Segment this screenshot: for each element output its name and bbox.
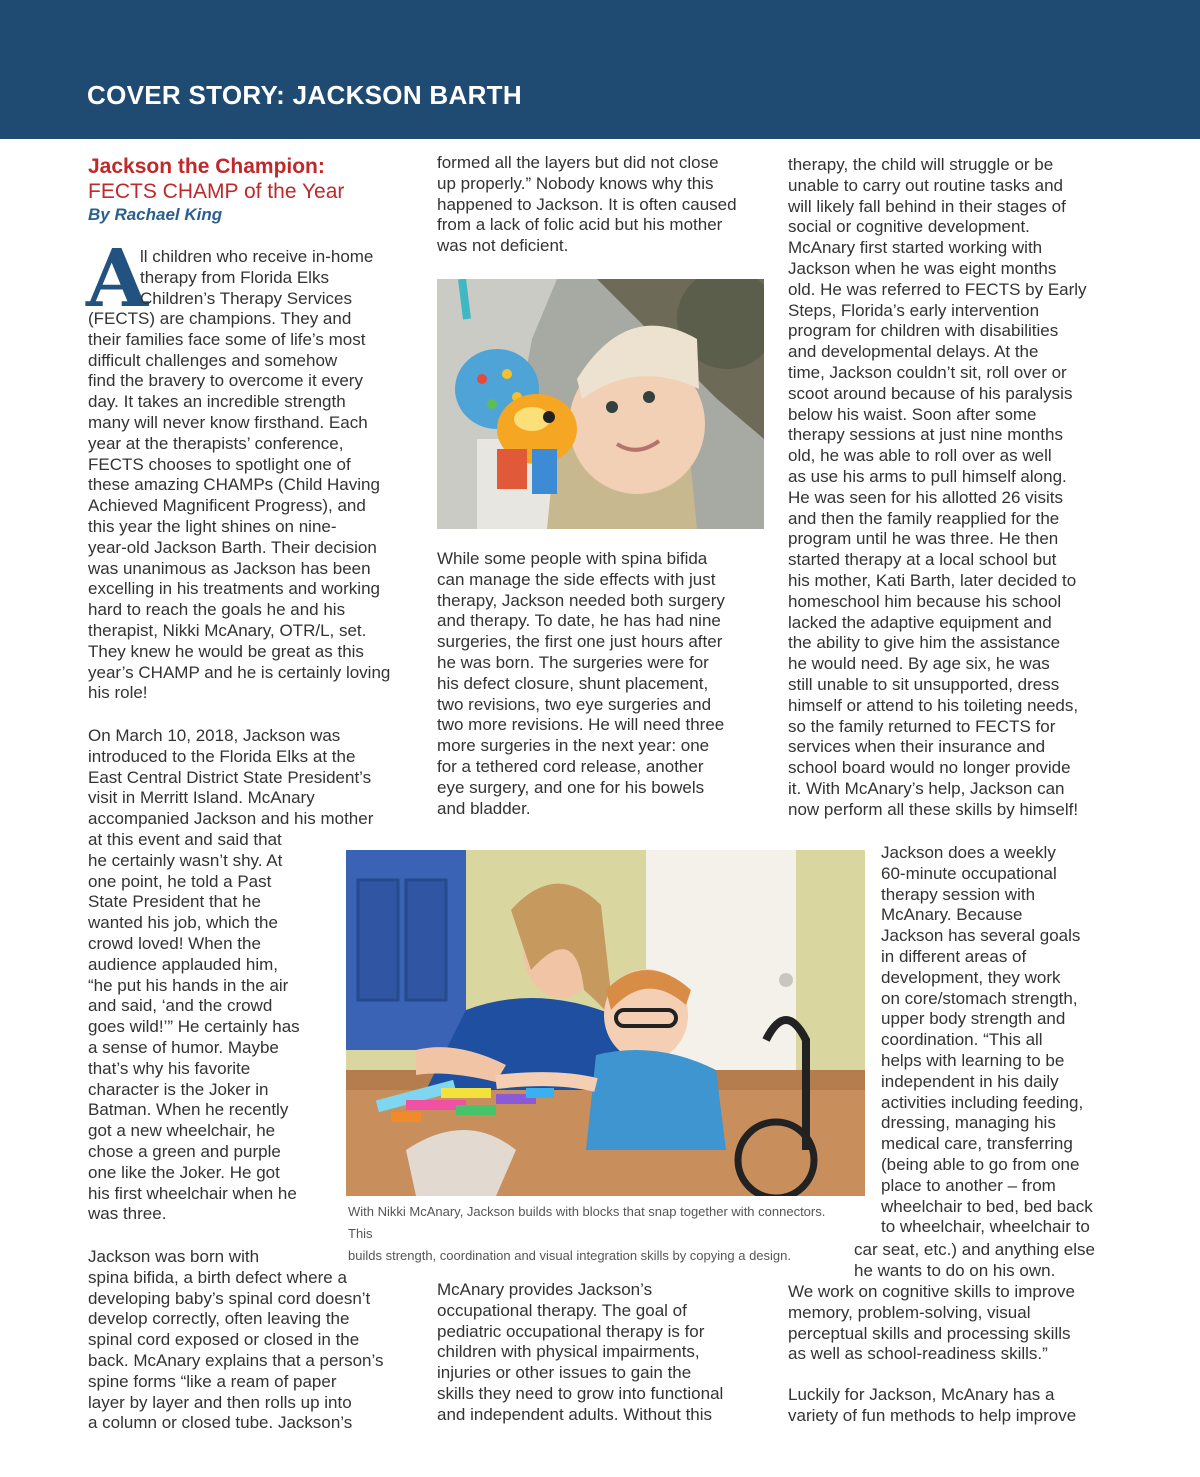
text-line: from a lack of folic acid but his mother (437, 215, 723, 235)
text-line: to wheelchair, wheelchair to (881, 1217, 1090, 1237)
text-line: develop correctly, often leaving the (88, 1309, 350, 1329)
text-line: layer by layer and then rolls up into (88, 1392, 352, 1412)
text-line: Luckily for Jackson, McAnary has a (788, 1385, 1055, 1404)
text-line: for a tethered cord release, another (437, 756, 704, 776)
col3-paragraph-1 (788, 155, 1087, 821)
text-line: therapy, the child will struggle or be (788, 155, 1054, 174)
photo-baby (437, 279, 764, 529)
text-line: spina bifida, a birth defect where a (88, 1267, 347, 1287)
text-line: his defect closure, shunt placement, (437, 673, 709, 693)
drop-cap: A (86, 231, 149, 325)
text-line: therapy session with (881, 884, 1036, 904)
col2-paragraph-1 (437, 153, 737, 257)
text-line: got a new wheelchair, he (88, 1121, 276, 1141)
text-line: pediatric occupational therapy is for (437, 1321, 705, 1341)
text-line: he certainly wasn’t shy. At (88, 850, 283, 870)
text-line: year at the therapists’ conference, (88, 433, 344, 453)
text-line: therapy, Jackson needed both surgery (437, 590, 725, 610)
text-line: his first wheelchair when he (88, 1183, 297, 1203)
photo-caption (348, 1201, 848, 1267)
text-line: excelling in his treatments and working (88, 579, 380, 599)
text-line: was unanimous as Jackson has been (88, 558, 371, 578)
text-line: happened to Jackson. It is often caused (437, 194, 737, 214)
text-line: developing baby’s spinal cord doesn’t (88, 1288, 371, 1308)
text-line: Jackson when he was eight months (788, 258, 1057, 278)
article-subheadline: FECTS CHAMP of the Year (88, 180, 345, 203)
text-line: injuries or other issues to gain the (437, 1363, 692, 1383)
photo-caption-line-2: builds strength, coordination and visual integration skills by copying a design. (348, 1248, 791, 1263)
text-line: State President that he (88, 892, 261, 912)
text-line: scoot around because of his paralysis (788, 383, 1073, 403)
text-line: and said, ‘and the crowd (88, 996, 273, 1016)
text-line: this year the light shines on nine- (88, 516, 337, 536)
text-line: Jackson was born with (88, 1247, 260, 1266)
text-line: FECTS chooses to spotlight one of (88, 454, 351, 474)
text-line: While some people with spina bifida (437, 549, 708, 568)
text-line: two revisions, two eye surgeries and (437, 694, 712, 714)
text-line: car seat, etc.) and anything else (854, 1240, 1095, 1259)
text-line: We work on cognitive skills to improve (788, 1282, 1075, 1301)
text-line: formed all the layers but did not close (437, 153, 719, 172)
text-line: the ability to give him the assistance (788, 633, 1061, 653)
col3-paragraph-2c (854, 1261, 1055, 1282)
text-line: “he put his hands in the air (88, 975, 289, 995)
text-line: skills they need to grow into functional (437, 1383, 724, 1403)
col1-paragraph-1b (88, 309, 390, 704)
text-line: find the bravery to overcome it every (88, 371, 363, 391)
text-line: now perform all these skills by himself! (788, 799, 1079, 819)
text-line: wanted his job, which the (88, 913, 278, 933)
col1-paragraph-2b (88, 830, 300, 1225)
text-line: wheelchair to bed, bed back (881, 1196, 1093, 1216)
text-line: spinal cord exposed or closed in the (88, 1330, 360, 1350)
text-line: East Central District State President’s (88, 767, 372, 787)
text-line: Jackson has several goals (881, 926, 1081, 946)
text-line: difficult challenges and somehow (88, 350, 338, 370)
text-line: year-old Jackson Barth. Their decision (88, 537, 377, 557)
text-line: audience applauded him, (88, 954, 278, 974)
text-line: and bladder. (437, 798, 531, 818)
text-line: occupational therapy. The goal of (437, 1300, 687, 1320)
text-line: time, Jackson couldn’t sit, roll over or (788, 362, 1067, 382)
text-line: more surgeries in the next year: one (437, 736, 710, 756)
text-line: below his waist. Soon after some (788, 404, 1037, 424)
text-line: place to another – from (881, 1175, 1056, 1195)
text-line: many will never know firsthand. Each (88, 412, 368, 432)
article-headline: Jackson the Champion: (88, 155, 325, 178)
text-line: lacked the adaptive equipment and (788, 612, 1052, 632)
text-line: as well as school-readiness skills.” (788, 1344, 1048, 1364)
text-line: (being able to go from one (881, 1154, 1080, 1174)
text-line: so the family returned to FECTS for (788, 716, 1056, 736)
col3-paragraph-3 (788, 1385, 1076, 1427)
text-line: independent in his daily (881, 1071, 1059, 1091)
text-line: old, he was able to roll over as well (788, 446, 1052, 466)
text-line: therapy from Florida Elks (140, 267, 329, 287)
text-line: started therapy at a local school but (788, 550, 1057, 570)
text-line: therapist, Nikki McAnary, OTR/L, set. (88, 620, 367, 640)
text-line: will likely fall behind in their stages of (788, 196, 1066, 216)
text-line: was three. (88, 1204, 167, 1224)
text-line: a column or closed tube. Jackson’s (88, 1413, 353, 1433)
text-line: therapy sessions at just nine months (788, 425, 1063, 445)
text-line: Jackson does a weekly (881, 843, 1056, 862)
text-line: up properly.” Nobody knows why this (437, 173, 714, 193)
text-line: at this event and said that (88, 830, 282, 849)
text-line: school board would no longer provide (788, 758, 1071, 778)
text-line: program for children with disabilities (788, 321, 1059, 341)
baby-illustration (437, 279, 764, 529)
col3-paragraph-2a (881, 843, 1093, 1238)
text-line: one point, he told a Past (88, 871, 272, 891)
text-line: ll children who receive in-home (140, 247, 374, 266)
col3-paragraph-2b (854, 1240, 1095, 1261)
text-line: hard to reach the goals he and his (88, 600, 346, 620)
therapy-illustration (346, 850, 865, 1196)
text-line: Achieved Magnificent Progress), and (88, 496, 366, 516)
text-line: and independent adults. Without this (437, 1404, 713, 1424)
text-line: social or cognitive development. (788, 217, 1030, 237)
text-line: (FECTS) are champions. They and (88, 309, 352, 328)
text-line: goes wild!’” He certainly has (88, 1017, 300, 1037)
text-line: Children’s Therapy Services (140, 288, 352, 308)
text-line: They knew he would be great as this (88, 641, 364, 661)
text-line: services when their insurance and (788, 737, 1046, 757)
text-line: their families face some of life’s most (88, 329, 366, 349)
text-line: program until he was three. He then (788, 529, 1059, 549)
photo-caption-line-1: With Nikki McAnary, Jackson builds with blocks that snap together with connectors. This (348, 1204, 826, 1241)
text-line: McAnary. Because (881, 905, 1023, 925)
section-title: COVER STORY: JACKSON BARTH (87, 80, 522, 110)
col1-paragraph-3 (88, 1247, 383, 1434)
text-line: can manage the side effects with just (437, 569, 716, 589)
text-line: in different areas of (881, 946, 1027, 966)
text-line: accompanied Jackson and his mother (88, 809, 374, 829)
text-line: two more revisions. He will need three (437, 715, 725, 735)
text-line: one like the Joker. He got (88, 1162, 280, 1182)
text-line: On March 10, 2018, Jackson was (88, 726, 341, 745)
text-line: that’s why his favorite (88, 1058, 251, 1078)
text-line: memory, problem-solving, visual (788, 1302, 1031, 1322)
text-line: a sense of humor. Maybe (88, 1037, 279, 1057)
text-line: perceptual skills and processing skills (788, 1323, 1071, 1343)
text-line: variety of fun methods to help improve (788, 1405, 1077, 1425)
text-line: as use his arms to pull himself along. (788, 466, 1067, 486)
text-line: Steps, Florida’s early intervention (788, 300, 1040, 320)
text-line: McAnary first started working with (788, 238, 1043, 258)
text-line: introduced to the Florida Elks at the (88, 746, 356, 766)
text-line: Batman. When he recently (88, 1100, 289, 1120)
text-line: helps with learning to be (881, 1050, 1065, 1070)
text-line: old. He was referred to FECTS by Early (788, 279, 1087, 299)
header-band (0, 0, 1200, 139)
col1-paragraph-1a (140, 247, 373, 309)
text-line: activities including feeding, (881, 1092, 1084, 1112)
text-line: chose a green and purple (88, 1141, 281, 1161)
text-line: back. McAnary explains that a person’s (88, 1350, 384, 1370)
text-line: unable to carry out routine tasks and (788, 175, 1063, 195)
text-line: coordination. “This all (881, 1030, 1043, 1050)
text-line: he would need. By age six, he was (788, 654, 1050, 674)
text-line: and then the family reapplied for the (788, 508, 1060, 528)
col1-paragraph-2a (88, 726, 373, 830)
text-line: still unable to sit unsupported, dress (788, 674, 1060, 694)
text-line: homeschool him because his school (788, 591, 1062, 611)
text-line: and developmental delays. At the (788, 342, 1039, 362)
text-line: year’s CHAMP and he is certainly loving (88, 662, 391, 682)
photo-therapy-session (346, 850, 865, 1196)
text-line: dressing, managing his (881, 1113, 1056, 1133)
text-line: it. With McAnary’s help, Jackson can (788, 778, 1065, 798)
text-line: his role! (88, 683, 148, 703)
text-line: crowd loved! When the (88, 933, 261, 953)
text-line: surgeries, the first one just hours after (437, 632, 723, 652)
text-line: on core/stomach strength, (881, 988, 1078, 1008)
text-line: was not deficient. (437, 236, 569, 256)
article-byline: By Rachael King (88, 205, 223, 224)
text-line: children with physical impairments, (437, 1342, 700, 1362)
text-line: visit in Merritt Island. McAnary (88, 788, 315, 808)
text-line: these amazing CHAMPs (Child Having (88, 475, 380, 495)
text-line: McAnary provides Jackson’s (437, 1280, 653, 1299)
text-line: himself or attend to his toileting needs, (788, 695, 1079, 715)
col2-paragraph-2 (437, 549, 725, 819)
text-line: he wants to do on his own. (854, 1261, 1056, 1280)
text-line: he was born. The surgeries were for (437, 652, 709, 672)
col3-paragraph-2d (788, 1282, 1075, 1365)
text-line: character is the Joker in (88, 1079, 269, 1099)
text-line: upper body strength and (881, 1009, 1066, 1029)
text-line: 60-minute occupational (881, 863, 1057, 883)
text-line: eye surgery, and one for his bowels (437, 777, 705, 797)
text-line: He was seen for his allotted 26 visits (788, 487, 1063, 507)
text-line: his mother, Kati Barth, later decided to (788, 570, 1077, 590)
col2-paragraph-3 (437, 1280, 723, 1426)
text-line: medical care, transferring (881, 1134, 1073, 1154)
text-line: day. It takes an incredible strength (88, 392, 346, 412)
text-line: and therapy. To date, he has had nine (437, 611, 721, 631)
text-line: development, they work (881, 967, 1061, 987)
text-line: spine forms “like a ream of paper (88, 1371, 337, 1391)
